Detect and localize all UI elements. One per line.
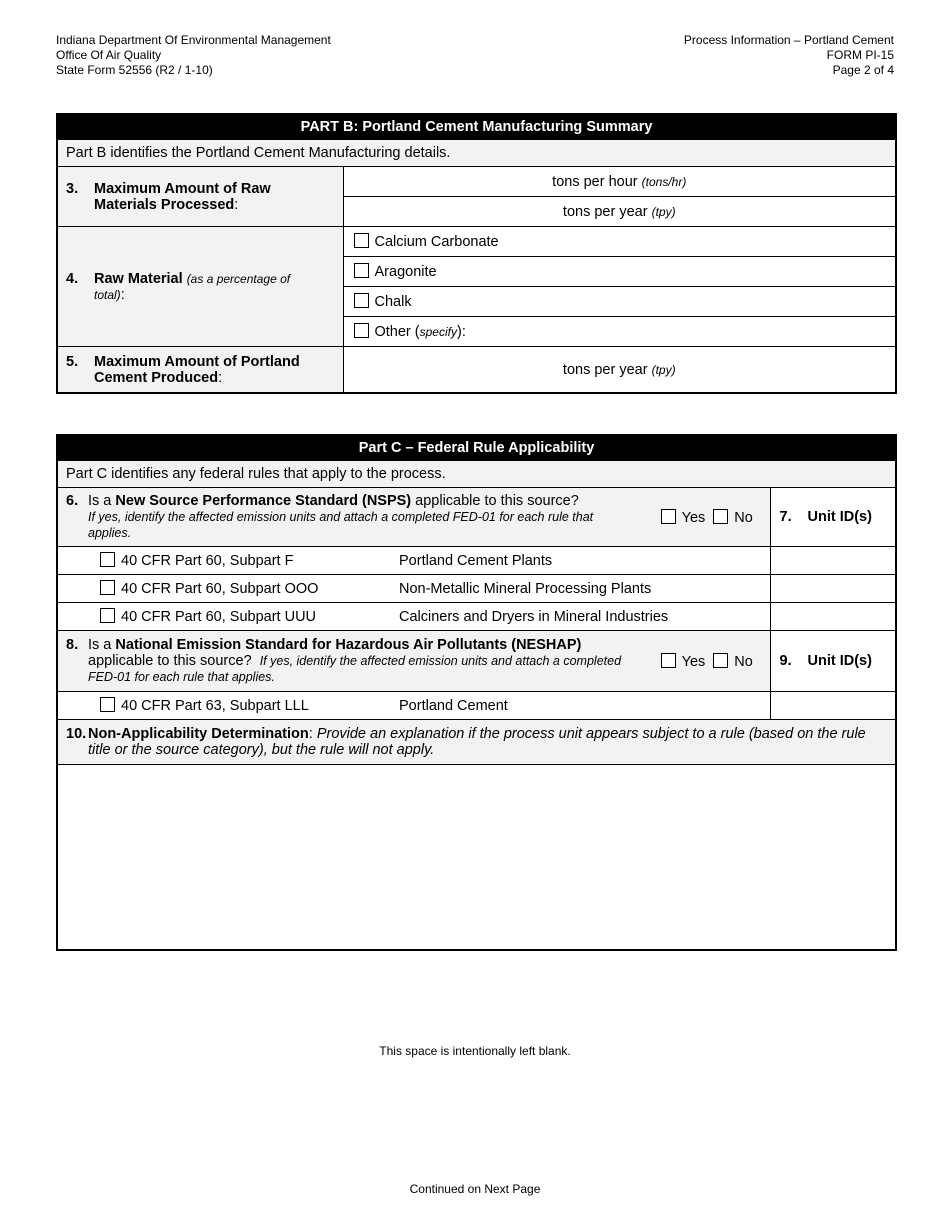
q3-tons-per-hour-field[interactable] [343, 167, 896, 197]
part-c-title: Part C – Federal Rule Applicability [57, 435, 896, 461]
option-calcium-carbonate[interactable] [343, 227, 896, 257]
rule-subpart-f[interactable] [57, 547, 399, 575]
q4-label: Raw Material [94, 270, 183, 287]
rule-subpart-lll[interactable] [57, 692, 399, 720]
q10-instruction: Provide an explanation if the process unit appears subject to a rule (based on the rule title or the source category), but the rule will not apply. [88, 726, 866, 758]
rule-desc: Portland Cement [399, 692, 770, 720]
option-aragonite[interactable] [343, 257, 896, 287]
q6-pre: Is a [88, 493, 116, 509]
q3-suffix: : [234, 196, 239, 213]
option-label: Chalk [374, 294, 412, 310]
checkbox-icon[interactable] [661, 653, 676, 668]
checkbox-icon[interactable] [100, 580, 115, 595]
q4-number: 4. [66, 270, 79, 287]
rule-subpart-uuu[interactable] [57, 603, 399, 631]
part-b-intro: Part B identifies the Portland Cement Manufacturing details. [57, 140, 896, 167]
option-other[interactable] [343, 317, 896, 347]
checkbox-icon[interactable] [100, 697, 115, 712]
q5-label-cell [57, 347, 343, 394]
part-c-table [56, 434, 897, 951]
continued-note: Continued on Next Page [409, 1182, 541, 1196]
q3-label: Maximum Amount of Raw Materials Processed [94, 180, 271, 213]
q6-question [57, 488, 644, 547]
q10-number: 10. [66, 726, 87, 742]
q5-unit: tons per year [562, 361, 648, 378]
q10-question [57, 720, 896, 765]
rule-code: 40 CFR Part 60, Subpart UUU [121, 609, 317, 625]
no-label: No [734, 653, 753, 670]
checkbox-icon[interactable] [661, 509, 676, 524]
q5-number: 5. [66, 353, 79, 370]
agency-header [56, 33, 331, 78]
checkbox-icon[interactable] [713, 653, 728, 668]
q3-unit-year-abbr: (tpy) [651, 204, 676, 219]
checkbox-icon[interactable] [100, 552, 115, 567]
rule-desc: Non-Metallic Mineral Processing Plants [399, 575, 770, 603]
office-name: Office Of Air Quality [56, 48, 162, 62]
yes-label: Yes [681, 653, 706, 670]
form-id: FORM PI-15 [826, 48, 894, 62]
part-b-table [56, 113, 897, 394]
q8-yes-no[interactable] [644, 631, 770, 692]
q3-unit-hour-abbr: (tons/hr) [641, 174, 687, 189]
q3-tons-per-year-field[interactable] [343, 197, 896, 227]
q3-unit-year: tons per year [562, 203, 648, 220]
checkbox-icon[interactable] [354, 293, 369, 308]
rule-subpart-ooo[interactable] [57, 575, 399, 603]
option-chalk[interactable] [343, 287, 896, 317]
q8-question [57, 631, 644, 692]
rule-desc: Calciners and Dryers in Mineral Industries [399, 603, 770, 631]
checkbox-icon[interactable] [354, 263, 369, 278]
agency-name: Indiana Department Of Environmental Management [56, 33, 331, 47]
q7-number: 7. [779, 509, 792, 525]
no-label: No [734, 509, 753, 526]
rule-desc: Portland Cement Plants [399, 547, 770, 575]
rule-code: 40 CFR Part 60, Subpart F [121, 553, 294, 569]
q6-bold: New Source Performance Standard (NSPS) [115, 493, 412, 509]
q9-number: 9. [779, 653, 792, 669]
part-b-title: PART B: Portland Cement Manufacturing Summary [57, 114, 896, 140]
q3-unit-hour: tons per hour [552, 173, 638, 190]
unit-id-field[interactable] [770, 603, 896, 631]
checkbox-icon[interactable] [354, 233, 369, 248]
state-form-number: State Form 52556 (R2 / 1-10) [56, 63, 213, 77]
q3-number: 3. [66, 180, 79, 197]
q10-explanation-field[interactable] [57, 765, 896, 951]
other-specify: specify [419, 325, 457, 339]
q6-number: 6. [66, 493, 79, 509]
q8-pre: Is a [88, 637, 116, 653]
rule-code: 40 CFR Part 63, Subpart LLL [121, 698, 309, 714]
q4-suffix: : [120, 286, 125, 303]
unit-id-field[interactable] [770, 547, 896, 575]
q7-label: Unit ID(s) [807, 509, 872, 525]
q8-number: 8. [66, 637, 79, 653]
checkbox-icon[interactable] [100, 608, 115, 623]
q5-label: Maximum Amount of Portland Cement Produced [94, 353, 300, 386]
yes-label: Yes [681, 509, 706, 526]
q5-suffix: : [218, 369, 223, 386]
form-header [684, 33, 894, 78]
q8-post: applicable to this source? [88, 653, 252, 669]
form-title: Process Information – Portland Cement [683, 33, 894, 47]
q10-bold: Non-Applicability Determination [88, 726, 309, 742]
q8-instruction: If yes, identify the affected emission units and attach a completed FED-01 for each rule that applies. [88, 654, 622, 684]
q3-label-cell [57, 167, 343, 227]
q6-yes-no[interactable] [644, 488, 770, 547]
blank-space-note: This space is intentionally left blank. [379, 1044, 571, 1058]
q6-post: applicable to this source? [411, 493, 579, 509]
option-label: Aragonite [374, 264, 437, 280]
other-label: Other ( [374, 324, 420, 340]
q4-note: (as a percentage of total) [94, 271, 291, 302]
checkbox-icon[interactable] [354, 323, 369, 338]
q10-colon: : [308, 726, 317, 742]
q8-bold: National Emission Standard for Hazardous Air Pollutants (NESHAP) [115, 637, 582, 653]
other-label-end: ): [456, 324, 466, 340]
part-c-intro: Part C identifies any federal rules that apply to the process. [57, 461, 896, 488]
q4-label-cell [57, 227, 343, 347]
checkbox-icon[interactable] [713, 509, 728, 524]
q9-unit-ids-header [770, 631, 896, 692]
page-number: Page 2 of 4 [832, 63, 894, 77]
q5-tons-per-year-field[interactable] [343, 347, 896, 394]
q6-instruction: If yes, identify the affected emission units and attach a completed FED-01 for each rule that applies. [88, 510, 594, 540]
rule-code: 40 CFR Part 60, Subpart OOO [121, 581, 319, 597]
option-label: Calcium Carbonate [374, 234, 499, 250]
q7-unit-ids-header [770, 488, 896, 547]
unit-id-field[interactable] [770, 575, 896, 603]
q9-label: Unit ID(s) [807, 653, 872, 669]
q5-unit-abbr: (tpy) [651, 362, 676, 377]
unit-id-field[interactable] [770, 692, 896, 720]
